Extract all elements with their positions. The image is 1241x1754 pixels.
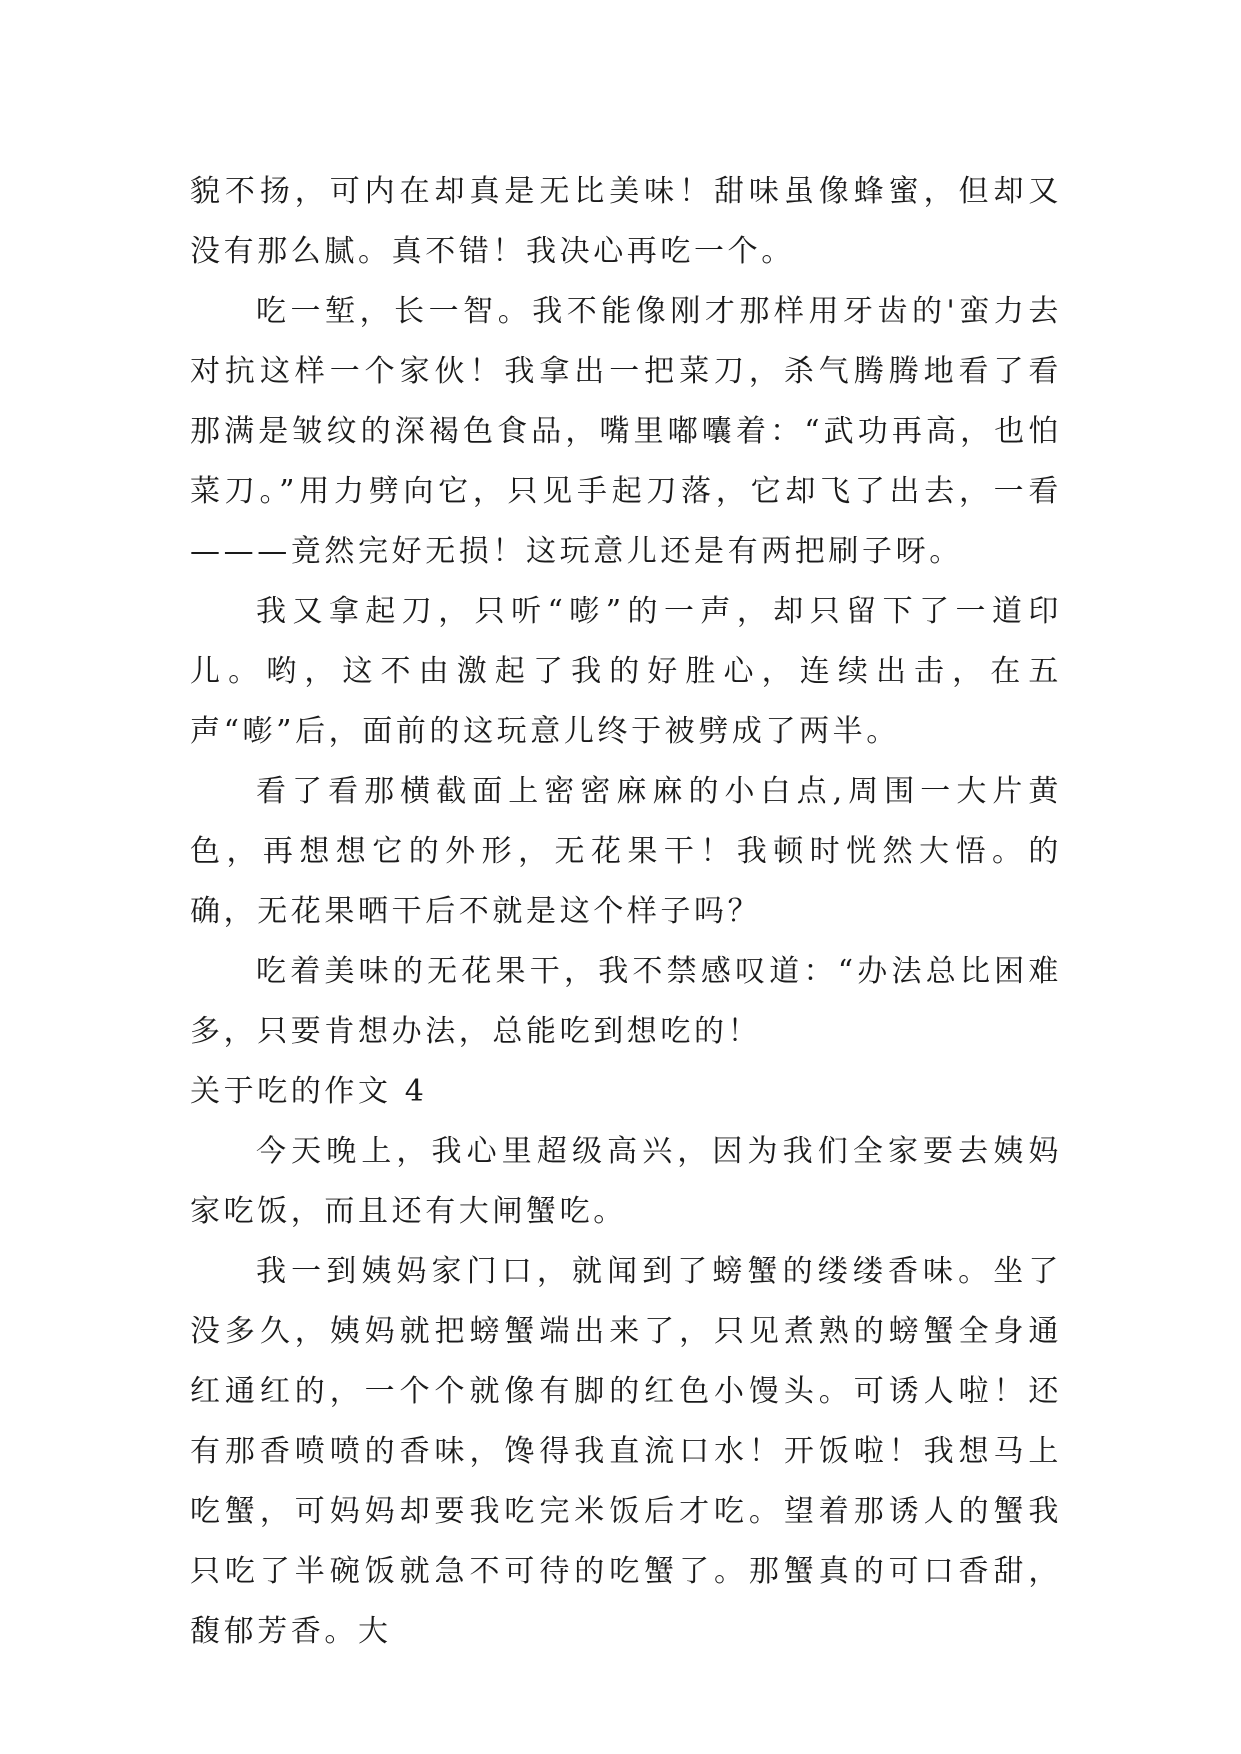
- paragraph: 看了看那横截面上密密麻麻的小白点,周围一大片黄色，再想想它的外形，无花果干！我顿时恍然大悟。的确，无花果晒干后不就是这个样子吗？: [190, 774, 1062, 929]
- paragraph: 今天晚上，我心里超级高兴，因为我们全家要去姨妈家吃饭，而且还有大闸蟹吃。: [190, 1134, 1062, 1229]
- paragraph: 我一到姨妈家门口，就闻到了螃蟹的缕缕香味。坐了没多久，姨妈就把螃蟹端出来了，只见煮熟的螃蟹全身通红通红的，一个个就像有脚的红色小馒头。可诱人啦！还有那香喷喷的香味，馋得我直流口水！开饭啦！我想马上吃蟹，可妈妈却要我吃完米饭后才吃。望着那诱人的蟹我只吃了半碗饭就急不可待的吃蟹了。那蟹真的可口香甜，馥郁芳香。大: [190, 1254, 1062, 1649]
- paragraph: 我又拿起刀，只听“嘭”的一声，却只留下了一道印儿。哟，这不由激起了我的好胜心，连续出击，在五声“嘭”后，面前的这玩意儿终于被劈成了两半。: [190, 594, 1062, 749]
- paragraph: 吃着美味的无花果干，我不禁感叹道：“办法总比困难多，只要肯想办法，总能吃到想吃的！: [190, 954, 1062, 1049]
- paragraph: 吃一堑，长一智。我不能像刚才那样用牙齿的'蛮力去对抗这样一个家伙！我拿出一把菜刀，杀气腾腾地看了看那满是皱纹的深褐色食品，嘴里嘟囔着：“武功再高，也怕菜刀。”用力劈向它，只见手起刀落，它却飞了出去，一看———竟然完好无损！这玩意儿还是有两把刷子呀。: [190, 294, 1062, 569]
- essay-heading: 关于吃的作文 4: [190, 1074, 428, 1109]
- essay-body: [190, 162, 1062, 1662]
- paragraph: 貌不扬，可内在却真是无比美味！甜味虽像蜂蜜，但却又没有那么腻。真不错！我决心再吃一个。: [190, 174, 1062, 269]
